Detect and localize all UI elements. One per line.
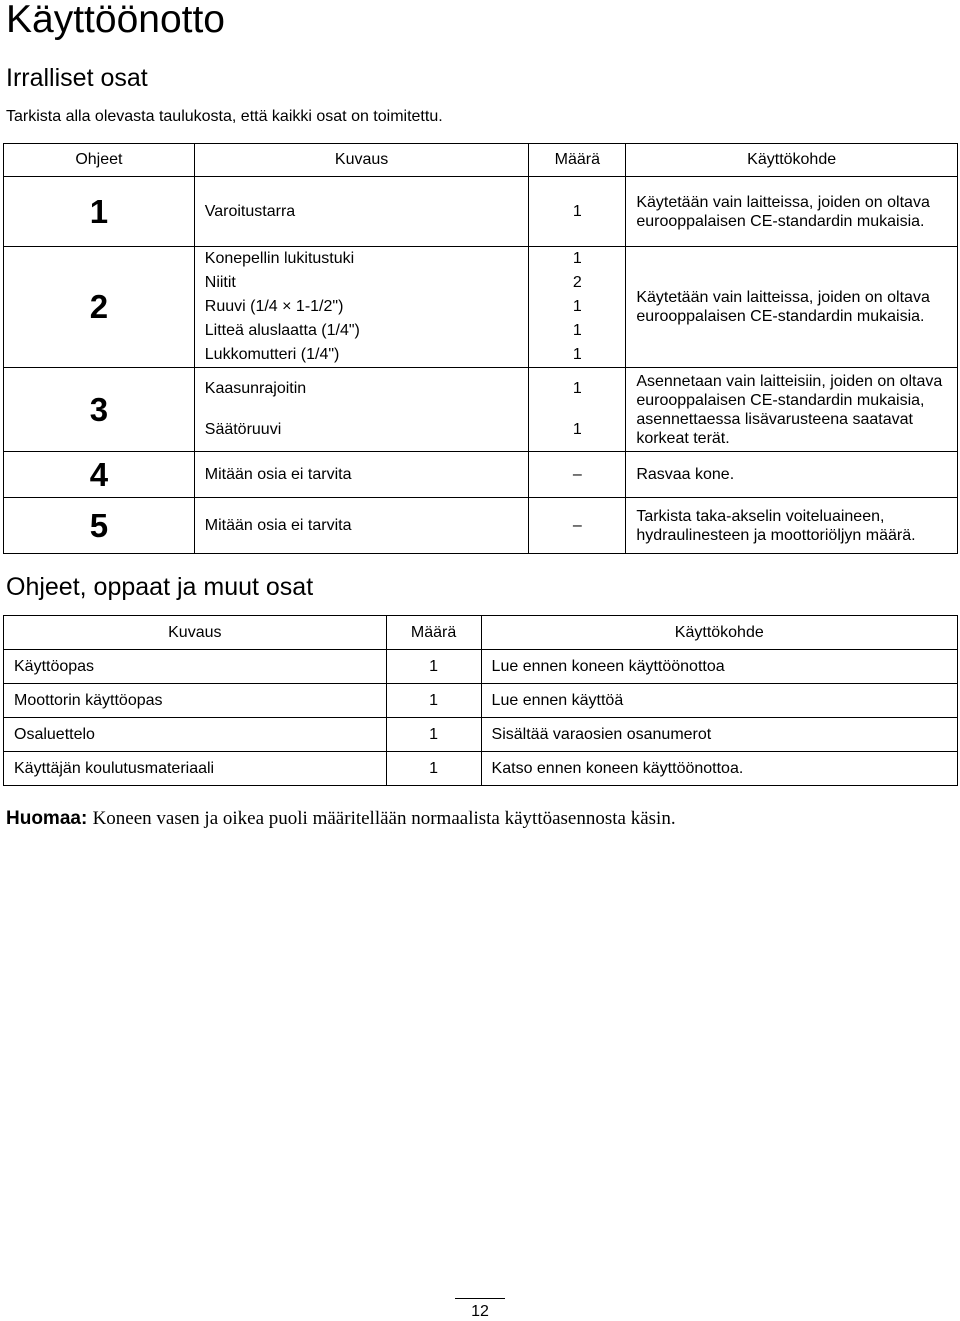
note-label: Huomaa: xyxy=(6,808,88,829)
manual-usage: Lue ennen käyttöä xyxy=(481,684,957,718)
part-quantity: 1 xyxy=(572,380,582,397)
step-number: 4 xyxy=(4,452,195,498)
table-row xyxy=(4,752,958,786)
manual-usage: Katso ennen koneen käyttöönottoa. xyxy=(481,752,957,786)
table-row xyxy=(4,177,958,247)
part-quantity: – xyxy=(529,498,626,554)
column-header: Käyttökohde xyxy=(626,144,958,177)
part-description: Ruuvi (1/4 × 1-1/2") xyxy=(204,298,344,315)
part-quantity-list xyxy=(529,247,626,368)
part-description: Mitään osia ei tarvita xyxy=(194,452,529,498)
page-title: Käyttöönotto xyxy=(6,0,225,41)
usage-text: Käytetään vain laitteissa, joiden on oltava eurooppalaisen CE-standardin mukaisia. xyxy=(626,177,958,247)
table-row xyxy=(4,498,958,554)
manual-quantity: 1 xyxy=(386,718,481,752)
part-quantity: 1 xyxy=(529,177,626,247)
part-quantity: 1 xyxy=(572,250,582,267)
note-text: Koneen vasen ja oikea puoli määritellään normaalista käyttöasennosta käsin. xyxy=(92,808,676,829)
manuals-heading: Ohjeet, oppaat ja muut osat xyxy=(6,573,314,601)
column-header: Ohjeet xyxy=(4,144,195,177)
table-row xyxy=(4,368,958,452)
part-description: Kaasunrajoitin xyxy=(204,380,307,397)
usage-text: Asennetaan vain laitteisiin, joiden on oltava eurooppalaisen CE-standardin mukaisia, asennettaessa lisävarusteena saatavat korkeat terät. xyxy=(626,368,958,452)
table-row xyxy=(4,247,958,368)
part-quantity: 1 xyxy=(572,421,582,438)
manual-description: Osaluettelo xyxy=(4,718,387,752)
part-description-list xyxy=(194,368,529,452)
column-header: Määrä xyxy=(529,144,626,177)
step-number: 1 xyxy=(4,177,195,247)
usage-text: Käytetään vain laitteissa, joiden on oltava eurooppalaisen CE-standardin mukaisia. xyxy=(626,247,958,368)
usage-text: Tarkista taka-akselin voiteluaineen, hydraulinesteen ja moottoriöljyn määrä. xyxy=(626,498,958,554)
column-header: Käyttökohde xyxy=(481,616,957,650)
manual-usage: Lue ennen koneen käyttöönottoa xyxy=(481,650,957,684)
column-header: Kuvaus xyxy=(4,616,387,650)
part-quantity: – xyxy=(529,452,626,498)
part-quantity: 2 xyxy=(572,274,582,291)
step-number: 3 xyxy=(4,368,195,452)
part-description: Varoitustarra xyxy=(194,177,529,247)
table-header-row xyxy=(4,144,958,177)
loose-parts-heading: Irralliset osat xyxy=(6,64,148,92)
manual-quantity: 1 xyxy=(386,752,481,786)
table-header-row xyxy=(4,616,958,650)
manual-description: Moottorin käyttöopas xyxy=(4,684,387,718)
part-description: Konepellin lukitustuki xyxy=(204,250,355,267)
step-number: 5 xyxy=(4,498,195,554)
part-quantity: 1 xyxy=(572,298,582,315)
column-header: Kuvaus xyxy=(194,144,529,177)
part-description: Lukkomutteri (1/4") xyxy=(204,346,340,363)
intro-text: Tarkista alla olevasta taulukosta, että kaikki osat on toimitettu. xyxy=(6,108,443,125)
part-description: Niitit xyxy=(204,274,236,291)
part-quantity: 1 xyxy=(572,346,582,363)
table-row xyxy=(4,684,958,718)
manuals-table xyxy=(3,615,958,786)
manual-quantity: 1 xyxy=(386,650,481,684)
part-quantity-list xyxy=(529,368,626,452)
column-header: Määrä xyxy=(386,616,481,650)
loose-parts-table xyxy=(3,143,958,554)
step-number: 2 xyxy=(4,247,195,368)
page-number-rule xyxy=(455,1298,505,1299)
note xyxy=(6,808,676,830)
part-description: Litteä aluslaatta (1/4") xyxy=(204,322,360,339)
part-description: Mitään osia ei tarvita xyxy=(194,498,529,554)
manual-description: Käyttäjän koulutusmateriaali xyxy=(4,752,387,786)
part-quantity: 1 xyxy=(572,322,582,339)
table-row xyxy=(4,452,958,498)
usage-text: Rasvaa kone. xyxy=(626,452,958,498)
table-row xyxy=(4,718,958,752)
manual-description: Käyttöopas xyxy=(4,650,387,684)
part-description-list xyxy=(194,247,529,368)
manual-quantity: 1 xyxy=(386,684,481,718)
page-number: 12 xyxy=(471,1303,489,1320)
table-row xyxy=(4,650,958,684)
manual-usage: Sisältää varaosien osanumerot xyxy=(481,718,957,752)
part-description: Säätöruuvi xyxy=(204,421,282,438)
